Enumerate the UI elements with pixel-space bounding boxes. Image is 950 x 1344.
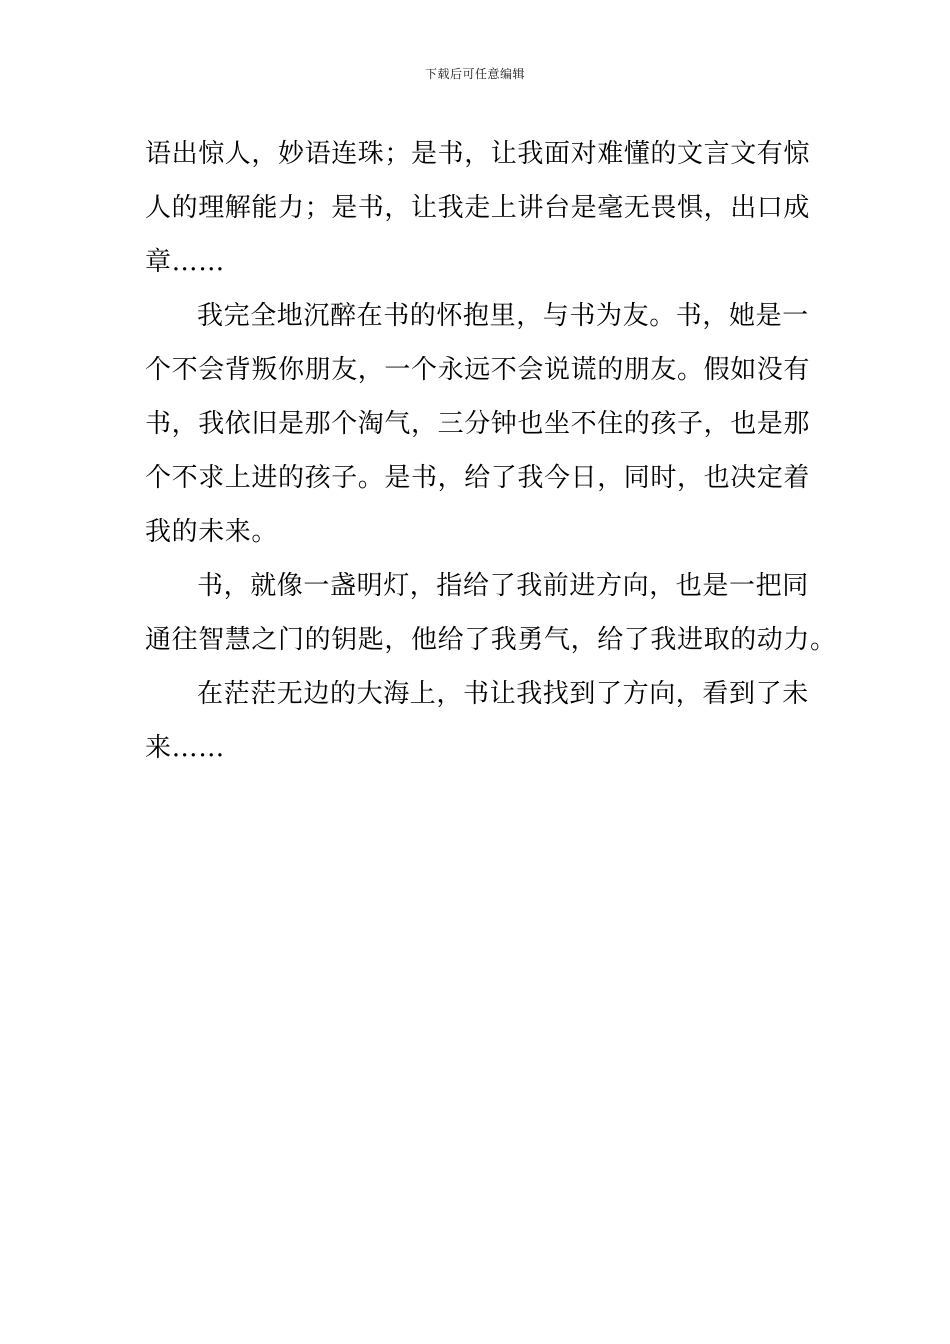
text-line: 章……	[145, 247, 225, 277]
text-line: 我的未来。	[145, 517, 279, 547]
text-line: 个不会背叛你朋友，一个永远不会说谎的朋友。假如没有	[145, 355, 811, 385]
paragraph-first-line: 书，就像一盏明灯，指给了我前进方向，也是一把同	[197, 571, 809, 601]
text-line: 通往智慧之门的钥匙，他给了我勇气，给了我进取的动力。	[145, 625, 837, 655]
text-line: 人的理解能力；是书，让我走上讲台是毫无畏惧，出口成	[145, 193, 811, 223]
paragraph-first-line: 我完全地沉醉在书的怀抱里，与书为友。书，她是一	[197, 301, 809, 331]
document-body	[145, 127, 837, 775]
text-line: 语出惊人，妙语连珠；是书，让我面对难懂的文言文有惊	[145, 139, 811, 169]
text-line: 书，我依旧是那个淘气，三分钟也坐不住的孩子，也是那	[145, 409, 811, 439]
text-line: 个不求上进的孩子。是书，给了我今日，同时，也决定着	[145, 463, 811, 493]
paragraph-first-line: 在茫茫无边的大海上，书让我找到了方向，看到了未	[197, 679, 809, 709]
text-line: 来……	[145, 733, 225, 763]
page-header: 下载后可任意编辑	[424, 67, 525, 81]
